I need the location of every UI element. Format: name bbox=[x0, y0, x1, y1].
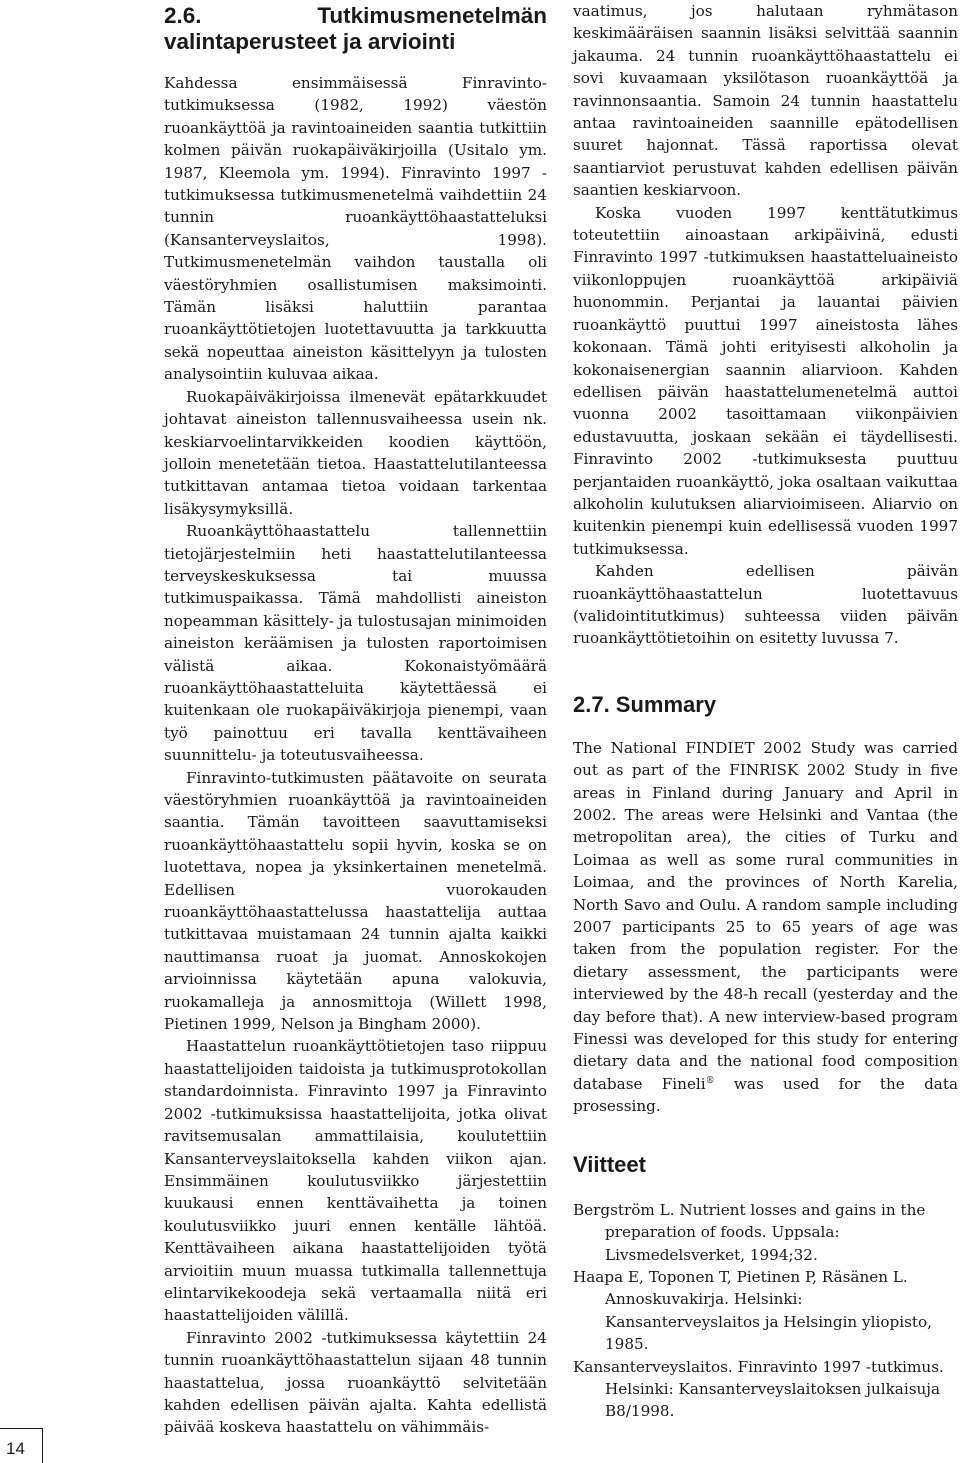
page-number: 14 bbox=[6, 1439, 25, 1458]
body-paragraph: Ruoankäyttöhaastattelu tallennettiin tietojärjestelmiin heti haastattelutilanteessa terveyskeskuksessa tai muussa tutkimuspaikassa. Tämä mahdollisti aineiston nopeamman käsittely- ja tulostusajan minimoiden aineiston keräämisen ja tulosten raportoimisen välistä aikaa. Kokonaistyömäärä ruoankäyttöhaastatteluita käytettäessä ei kuitenkaan ole ruokapäiväkirjoja pienempi, vaan työ painottuu eri tavalla kenttävaiheen suunnittelu- ja toteutusvaiheessa. bbox=[164, 522, 547, 765]
section-heading-2-7-summary: 2.7. Summary bbox=[573, 691, 717, 717]
reference-item: Haapa E, Toponen T, Pietinen P, Räsänen L. Annoskuvakirja. Helsinki: Kansanterveyslaitos ja Helsingin yliopisto, 1985. bbox=[573, 1267, 932, 1354]
body-paragraph: Kahdessa ensimmäisessä Finravinto-tutkimuksessa (1982, 1992) väestön ruoankäyttöä ja ravintoaineiden saantia tutkittiin kolmen päivän ruokapäiväkirjoilla (Usitalo ym. 1987, Kleemola ym. 1994). Finravinto 1997 -tutkimuksessa tutkimusmenetelmä vaihdettiin 24 tunnin ruoankäyttöhaastatteluksi (Kansanterveyslaitos, 1998). Tutkimusmenetelmän vaihdon taustalla oli väestöryhmien osallistumisen maksimointi. Tämän lisäksi haluttiin parantaa ruoankäyttötietojen luotettavuutta ja tarkkuutta sekä nopeuttaa aineiston käsittelyyn ja tulosten analysointiin kuluvaa aikaa. bbox=[164, 74, 547, 384]
summary-section bbox=[573, 737, 958, 1118]
registered-trademark-mark: ® bbox=[705, 1075, 715, 1086]
left-column bbox=[164, 0, 547, 1439]
summary-text: The National FINDIET 2002 Study was carried out as part of the FINRISK 2002 Study in five areas in Finland during January and April in 2002. The areas were Helsinki and Vantaa (the metropolitan area), the cities of Turku and Loimaa as well as some rural communities in Loimaa, and the provinces of North Karelia, North Savo and Oulu. A random sample including 2007 participants 25 to 65 years of age was taken from the population register. For the dietary assessment, the participants were interviewed by the 48-h recall (yesterday and the day before that). A new interview-based program Finessi was developed for this study for entering dietary data and the national food composition database Fineli bbox=[573, 738, 958, 1093]
body-paragraph: Finravinto-tutkimusten päätavoite on seurata väestöryhmien ruoankäyttöä ja ravintoaineiden saantia. Tämän tavoitteen saavuttamiseksi ruoankäyttöhaastattelu sopii hyvin, koska se on luotettava, nopea ja yksinkertainen menetelmä. Edellisen vuorokauden ruoankäyttöhaastattelussa haastattelija auttaa tutkittavaa muistamaan 24 tunnin ajalta kaikki nauttimansa ruoat ja juomat. Annoskokojen arvioinnissa käytetään apuna valokuvia, ruokamalleja ja annosmittoja (Willett 1998, Pietinen 1999, Nelson ja Bingham 2000). bbox=[164, 768, 547, 1034]
body-paragraph: vaatimus, jos halutaan ryhmätason keskimääräisen saannin lisäksi selvittää saannin jakauma. 24 tunnin ruoankäyttöhaastattelu ei sovi kuvaamaan yksilötason ruoankäyttöä ja ravinnonsaantia. Samoin 24 tunnin haastattelu antaa ravintoaineiden saannille epätodellisen suuret hajonnat. Tässä raportissa olevat saantiarviot perustuvat kahden edellisen päivän saantien keskiarvoon. bbox=[573, 2, 958, 200]
footer-rule bbox=[0, 1428, 42, 1429]
summary-paragraph bbox=[573, 737, 958, 1118]
references-heading: Viitteet bbox=[573, 1151, 646, 1177]
reference-item: Kansanterveyslaitos. Finravinto 1997 -tutkimus. Helsinki: Kansanterveyslaitoksen julkaisuja B8/1998. bbox=[573, 1357, 944, 1421]
summary-text-end: was used for the data prosessing. bbox=[573, 1074, 958, 1116]
body-paragraph: Haastattelun ruoankäyttötietojen taso riippuu haastattelijoiden taidoista ja tutkimusprotokollan standardoinnista. Finravinto 1997 ja Finravinto 2002 -tutkimuksissa haastattelijoita, jotka olivat ravitsemusalan ammattilaisia, koulutettiin Kansanterveyslaitoksella kahden viikon ajan. Ensimmäinen koulutusviikko järjestettiin kuukausi ennen kenttävaihetta ja toinen koulutusviikko juuri ennen kentälle lähtöä. Kenttävaiheen aikana haastattelijoiden työtä arvioitiin muun muassa tutkimalla tallennettuja elintarvikekoodeja sekä vertaamalla niitä eri haastattelijoiden välillä. bbox=[164, 1037, 547, 1325]
body-paragraph: Finravinto 2002 -tutkimuksessa käytettiin 24 tunnin ruoankäyttöhaastattelun sijaan 48 tunnin haastattelua, jossa ruoankäyttö selvitetään kahden edellisen päivän ajalta. Kahta edellistä päivää koskeva haastattelu on vähimmäis- bbox=[164, 1328, 547, 1437]
right-column bbox=[573, 0, 958, 1423]
section-heading-2-6: 2.6. Tutkimusmenetelmän valintaperusteet ja arviointi bbox=[164, 3, 547, 54]
body-paragraph: Kahden edellisen päivän ruoankäyttöhaastattelun luotettavuus (validointitutkimus) suhteessa viiden päivän ruoankäyttötietoihin on esitetty luvussa 7. bbox=[573, 562, 958, 648]
footer-vertical-rule bbox=[42, 1428, 43, 1463]
reference-list bbox=[573, 1199, 958, 1423]
reference-item: Bergström L. Nutrient losses and gains in the preparation of foods. Uppsala: Livsmedelsverket, 1994;32. bbox=[573, 1200, 926, 1264]
body-paragraph: Ruokapäiväkirjoissa ilmenevät epätarkkuudet johtavat aineiston tallennusvaiheessa usein nk. keskiarvoelintarvikkeiden koodien käyttöön, jolloin menetetään tietoa. Haastattelutilanteessa tutkittavan antamaa tietoa voidaan tarkentaa lisäkysymyksillä. bbox=[164, 387, 547, 518]
body-paragraph: Koska vuoden 1997 kenttätutkimus toteutettiin ainoastaan arkipäivinä, edusti Finravinto 1997 -tutkimuksen haastatteluaineisto viikonloppujen ruoankäyttöä arkipäiviä huonommin. Perjantai ja lauantai päivien ruoankäyttö puuttui 1997 aineistosta lähes kokonaan. Tämä johti erityisesti alkoholin ja kokonaisenergian saannin aliarvioon. Kahden edellisen päivän haastattelumenetelmä auttoi vuonna 2002 tasoittamaan viikonpäivien edustavuutta, joskaan sekään ei täydellisesti. Finravinto 2002 -tutkimuksesta puuttuu perjantaiden ruoankäyttö, joka osaltaan vaikuttaa alkoholin kulutuksen aliarvioimiseen. Aliarvio on kuitenkin pienempi kuin edellisessä vuoden 1997 tutkimuksessa. bbox=[573, 203, 958, 558]
